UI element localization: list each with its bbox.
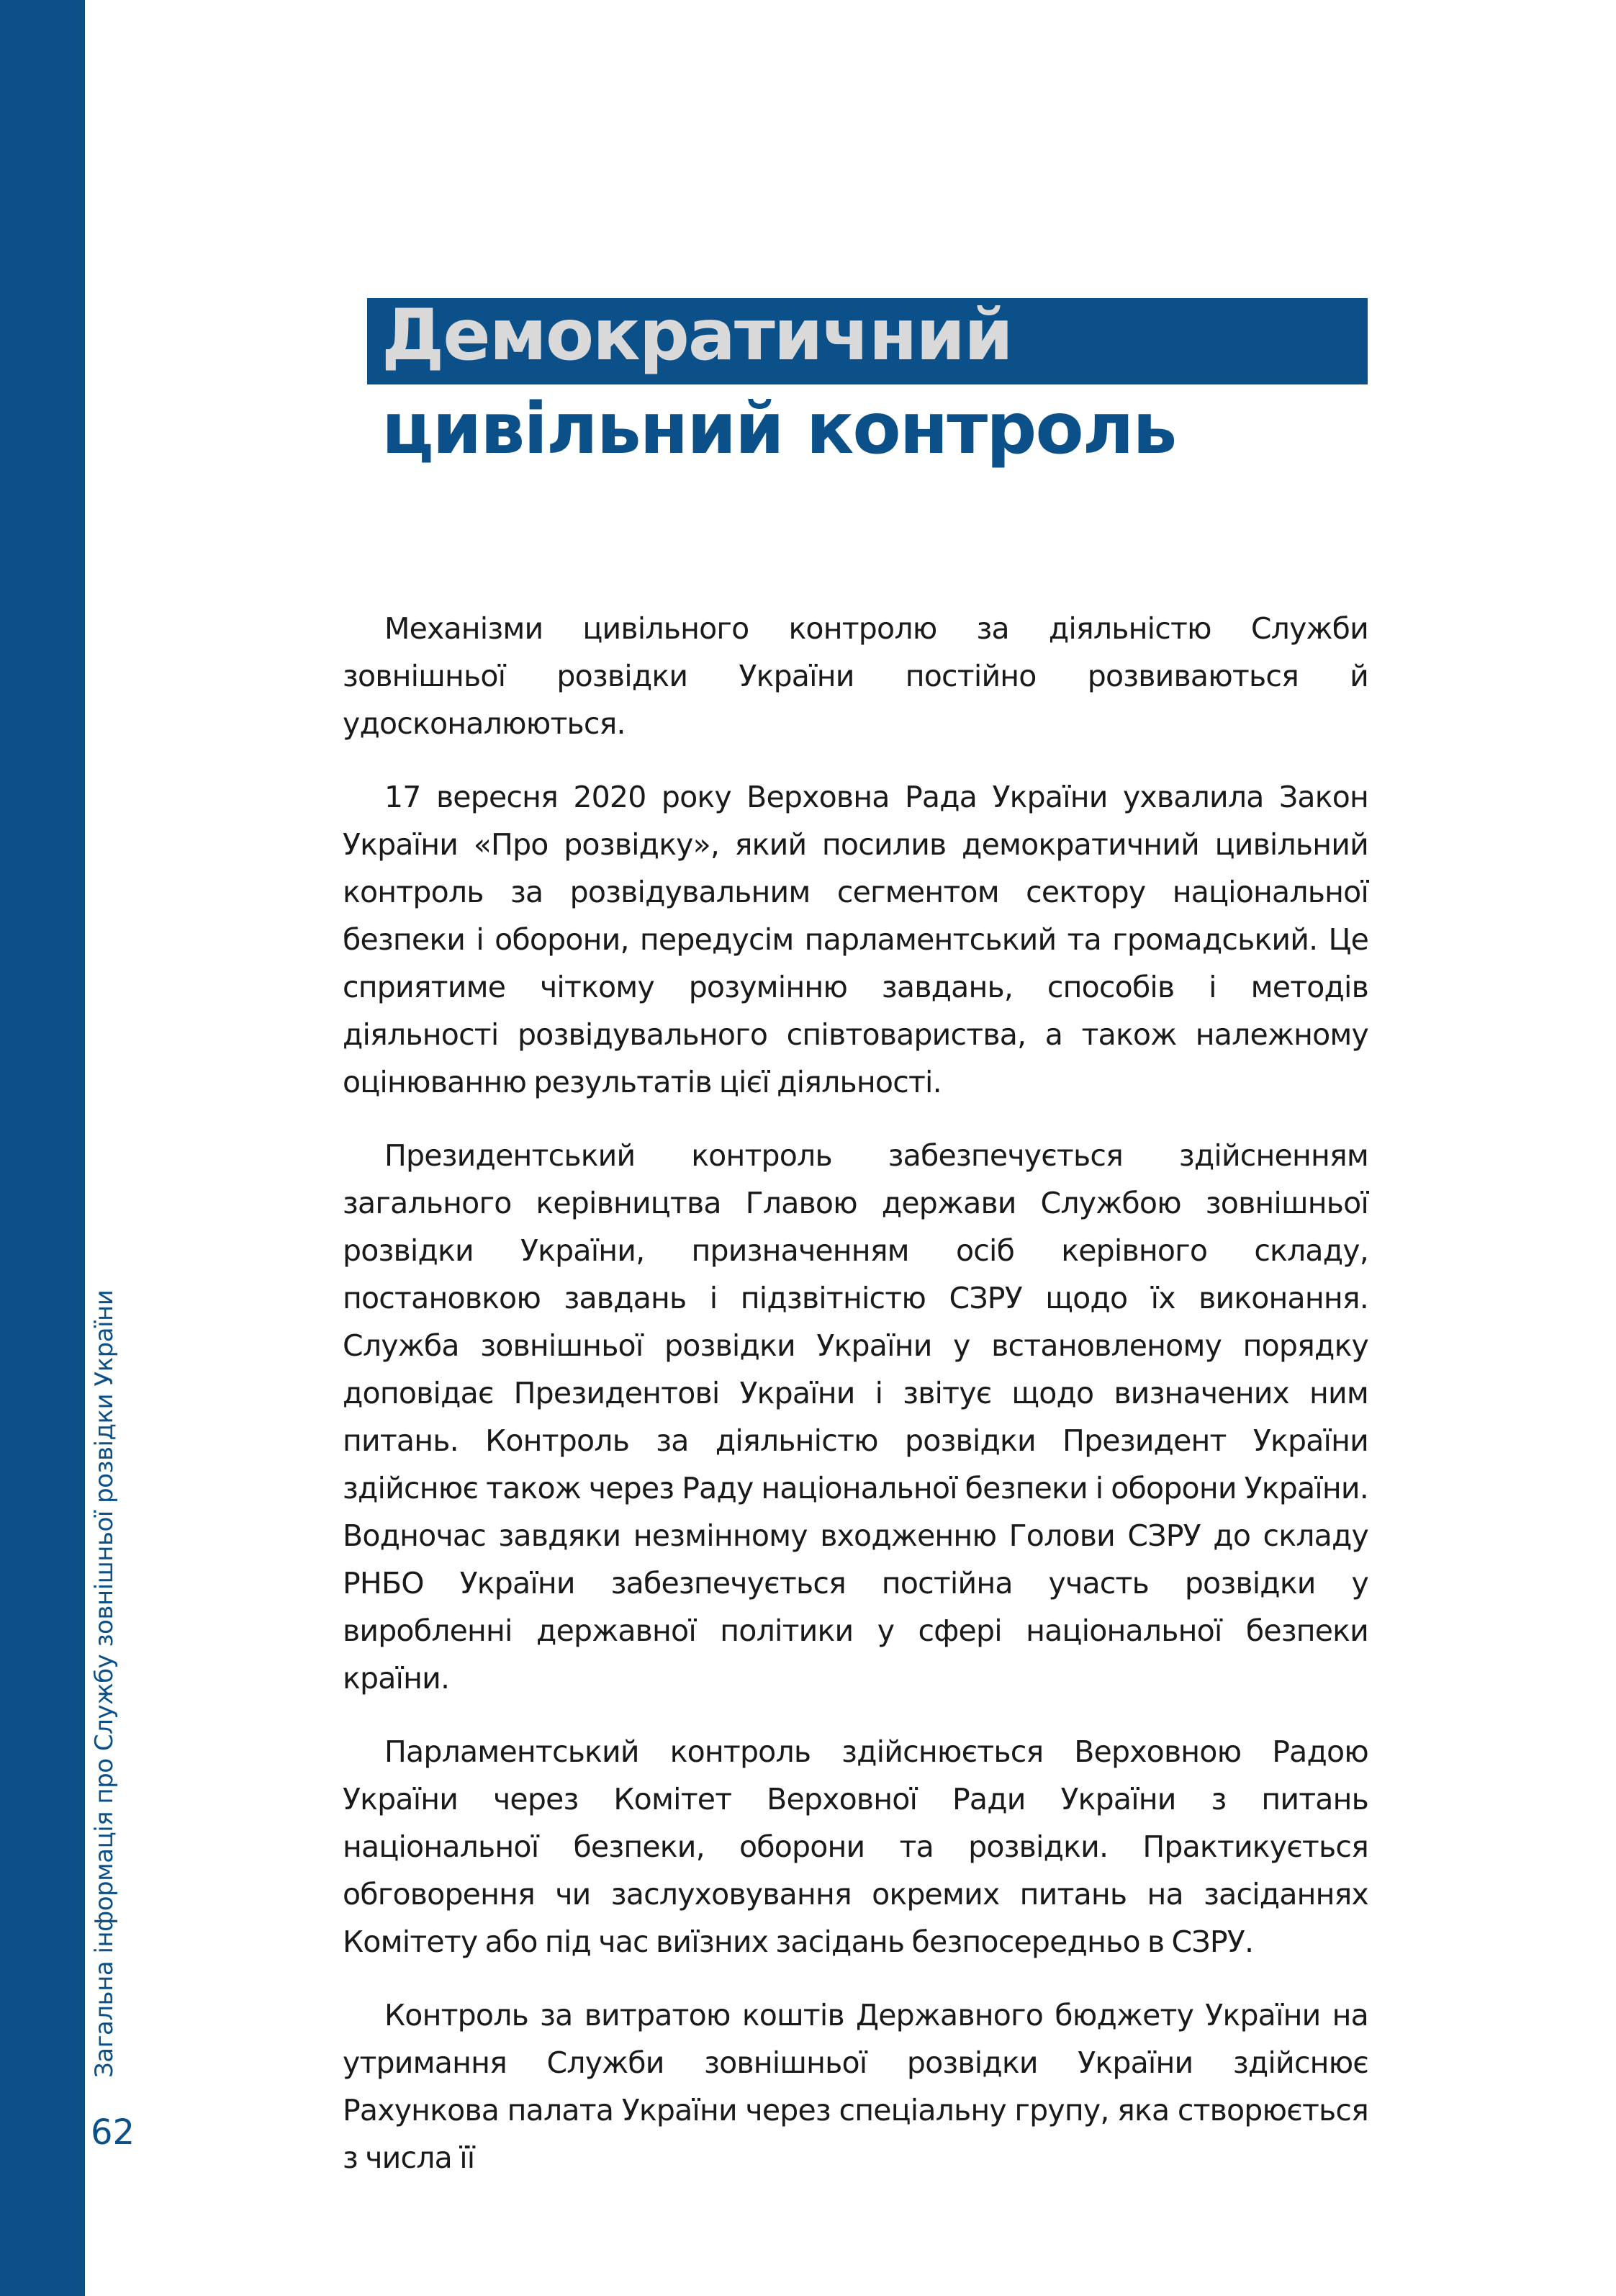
paragraph: 17 вересня 2020 року Верховна Рада України ухвалила Закон України «Про розвідку», який посилив демократичний цивільний контроль за розвідувальним сегментом сектору національної безпеки і оборони, передусім парламентський та громадський. Це сприятиме чіткому розумінню завдань, способів і методів діяльності розвідувального співтовариства, а також належному оцінюванню результатів цієї діяльності. xyxy=(343,780,1368,1099)
page-number: 62 xyxy=(91,2112,135,2153)
paragraph: Механізми цивільного контролю за діяльністю Служби зовнішньої розвідки України постійно розвиваються й удосконалюються. xyxy=(343,611,1368,741)
paragraph: Парламентський контроль здійснюється Верховною Радою України через Комітет Верховної Ради України з питань національної безпеки, оборони та розвідки. Практикується обговорення чи заслуховування окремих питань на засіданнях Комітету або під час виїзних засідань безпосередньо в СЗРУ. xyxy=(343,1734,1368,1959)
body-text xyxy=(343,605,1368,2207)
sidebar-band xyxy=(0,0,85,2296)
paragraph: Контроль за витратою коштів Державного бюджету України на утримання Служби зовнішньої розвідки України здійснює Рахункова палата України через спеціальну групу, яка створюється з числа її xyxy=(343,1998,1368,2175)
page-title-line-1: Демократичний xyxy=(382,294,1012,377)
paragraph: Президентський контроль забезпечується здійсненням загального керівництва Главою держави Службою зовнішньої розвідки України, призначенням осіб керівного складу, постановкою завдань і підзвітністю СЗРУ щодо їх виконання. Служба зовнішньої розвідки України у встановленому порядку доповідає Президентові України і звітує щодо визначених ним питань. Контроль за діяльністю розвідки Президент України здійснює також через Раду національної безпеки і оборони України. Водночас завдяки незмінному входженню Голови СЗРУ до складу РНБО України забезпечується постійна участь розвідки у виробленні державної політики у сфері національної безпеки країни. xyxy=(343,1138,1368,1696)
page-title-line-2: цивільний контроль xyxy=(382,388,1176,470)
running-header-text: Загальна інформація про Службу зовнішньої розвідки України xyxy=(90,1289,119,2078)
